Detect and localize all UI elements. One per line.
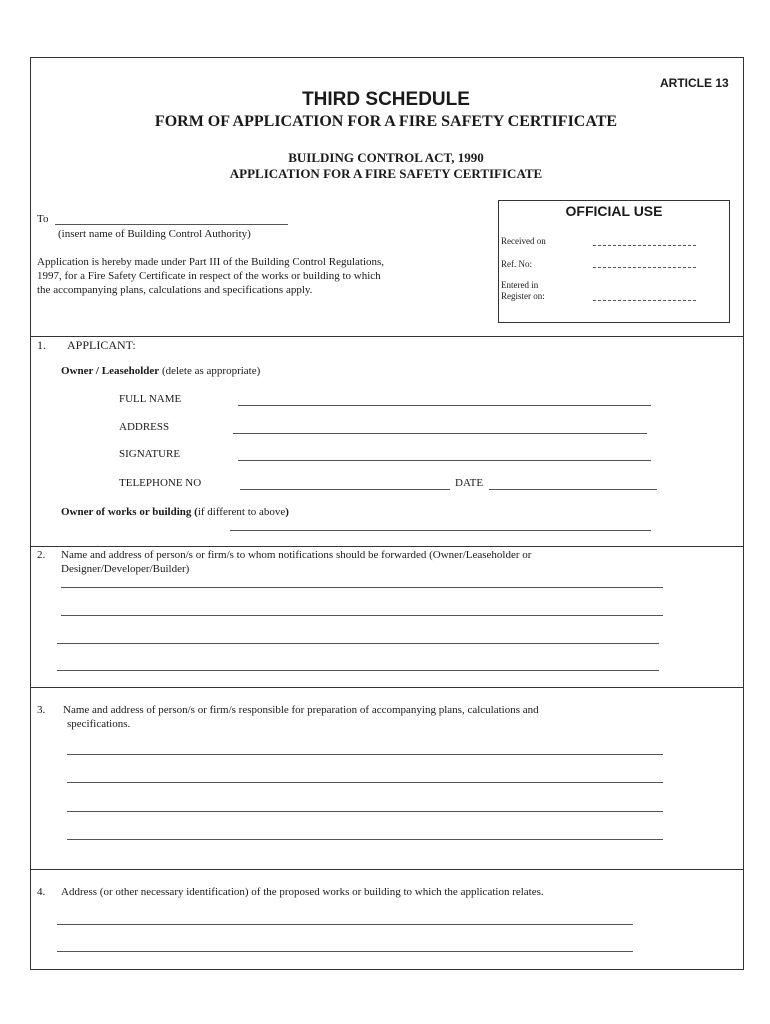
owner-leaseholder-label [61, 365, 260, 377]
to-label: To [37, 213, 49, 225]
owner-leaseholder-note: (delete as appropriate) [161, 365, 261, 377]
section2-text-line2: Designer/Developer/Builder) [61, 563, 190, 575]
register-field[interactable] [593, 300, 696, 301]
section2-number: 2. [37, 549, 46, 561]
signature-label: SIGNATURE [119, 448, 181, 460]
section-divider [30, 546, 743, 547]
section-divider [30, 869, 743, 870]
entered-label-2: Register on: [501, 291, 545, 301]
full-name-label: FULL NAME [119, 393, 182, 405]
act-title: BUILDING CONTROL ACT, 1990 [288, 150, 484, 165]
preparer-address-line-2[interactable] [67, 782, 663, 783]
section3-text-line2: specifications. [67, 718, 131, 730]
preparer-address-line-3[interactable] [67, 811, 663, 812]
section2-text-line1: Name and address of person/s or firm/s to whom notifications should be forwarded (Owner/Leaseholder or [61, 549, 532, 561]
notification-address-line-1[interactable] [61, 587, 663, 588]
notification-address-line-4[interactable] [57, 670, 659, 671]
owner-of-works-bold: Owner of works or building ( [61, 506, 198, 518]
received-field[interactable] [593, 245, 696, 246]
ref-field[interactable] [593, 267, 696, 268]
owner-of-works-close: ) [285, 506, 289, 518]
form-title: FORM OF APPLICATION FOR A FIRE SAFETY CERTIFICATE [154, 113, 618, 130]
section-divider [30, 336, 743, 337]
works-address-line-2[interactable] [57, 951, 633, 952]
application-title: APPLICATION FOR A FIRE SAFETY CERTIFICATE [229, 166, 543, 181]
official-use-title: OFFICIAL USE [565, 203, 663, 219]
works-address-line-1[interactable] [57, 924, 633, 925]
ref-label: Ref. No: [501, 259, 532, 269]
preparer-address-line-1[interactable] [67, 754, 663, 755]
received-label: Received on [501, 236, 546, 246]
owner-of-works-note: if different to above [197, 506, 286, 518]
intro-text-line3: the accompanying plans, calculations and specifications apply. [37, 284, 313, 296]
schedule-title: THIRD SCHEDULE [302, 89, 470, 110]
section4-text-line1: Address (or other necessary identification) of the proposed works or building to which the application relates. [61, 886, 544, 898]
full-name-field[interactable] [238, 405, 651, 406]
date-label: DATE [455, 477, 484, 489]
section-divider [30, 687, 743, 688]
official-use-box [498, 200, 730, 323]
owner-leaseholder-bold: Owner / Leaseholder [61, 365, 160, 377]
notification-address-line-2[interactable] [61, 615, 663, 616]
section3-text-line1: Name and address of person/s or firm/s responsible for preparation of accompanying plans, calculations and [63, 704, 539, 716]
intro-text-line1: Application is hereby made under Part III of the Building Control Regulations, [37, 256, 385, 268]
notification-address-line-3[interactable] [57, 643, 659, 644]
owner-of-works-field[interactable] [230, 530, 651, 531]
authority-hint: (insert name of Building Control Authority) [58, 228, 251, 240]
telephone-field[interactable] [240, 489, 450, 490]
section3-number: 3. [37, 704, 46, 716]
section1-number: 1. [37, 338, 46, 352]
intro-text-line2: 1997, for a Fire Safety Certificate in respect of the works or building to which [37, 270, 381, 282]
section1-title: APPLICANT: [67, 338, 136, 352]
preparer-address-line-4[interactable] [67, 839, 663, 840]
date-field[interactable] [489, 489, 657, 490]
address-label: ADDRESS [119, 421, 170, 433]
article-label: ARTICLE 13 [660, 76, 729, 90]
address-field[interactable] [233, 433, 647, 434]
authority-field[interactable] [55, 224, 288, 225]
telephone-label: TELEPHONE NO [119, 477, 202, 489]
owner-of-works-label [61, 506, 289, 518]
entered-label-1: Entered in [501, 280, 539, 290]
signature-field[interactable] [238, 460, 651, 461]
section4-number: 4. [37, 886, 46, 898]
